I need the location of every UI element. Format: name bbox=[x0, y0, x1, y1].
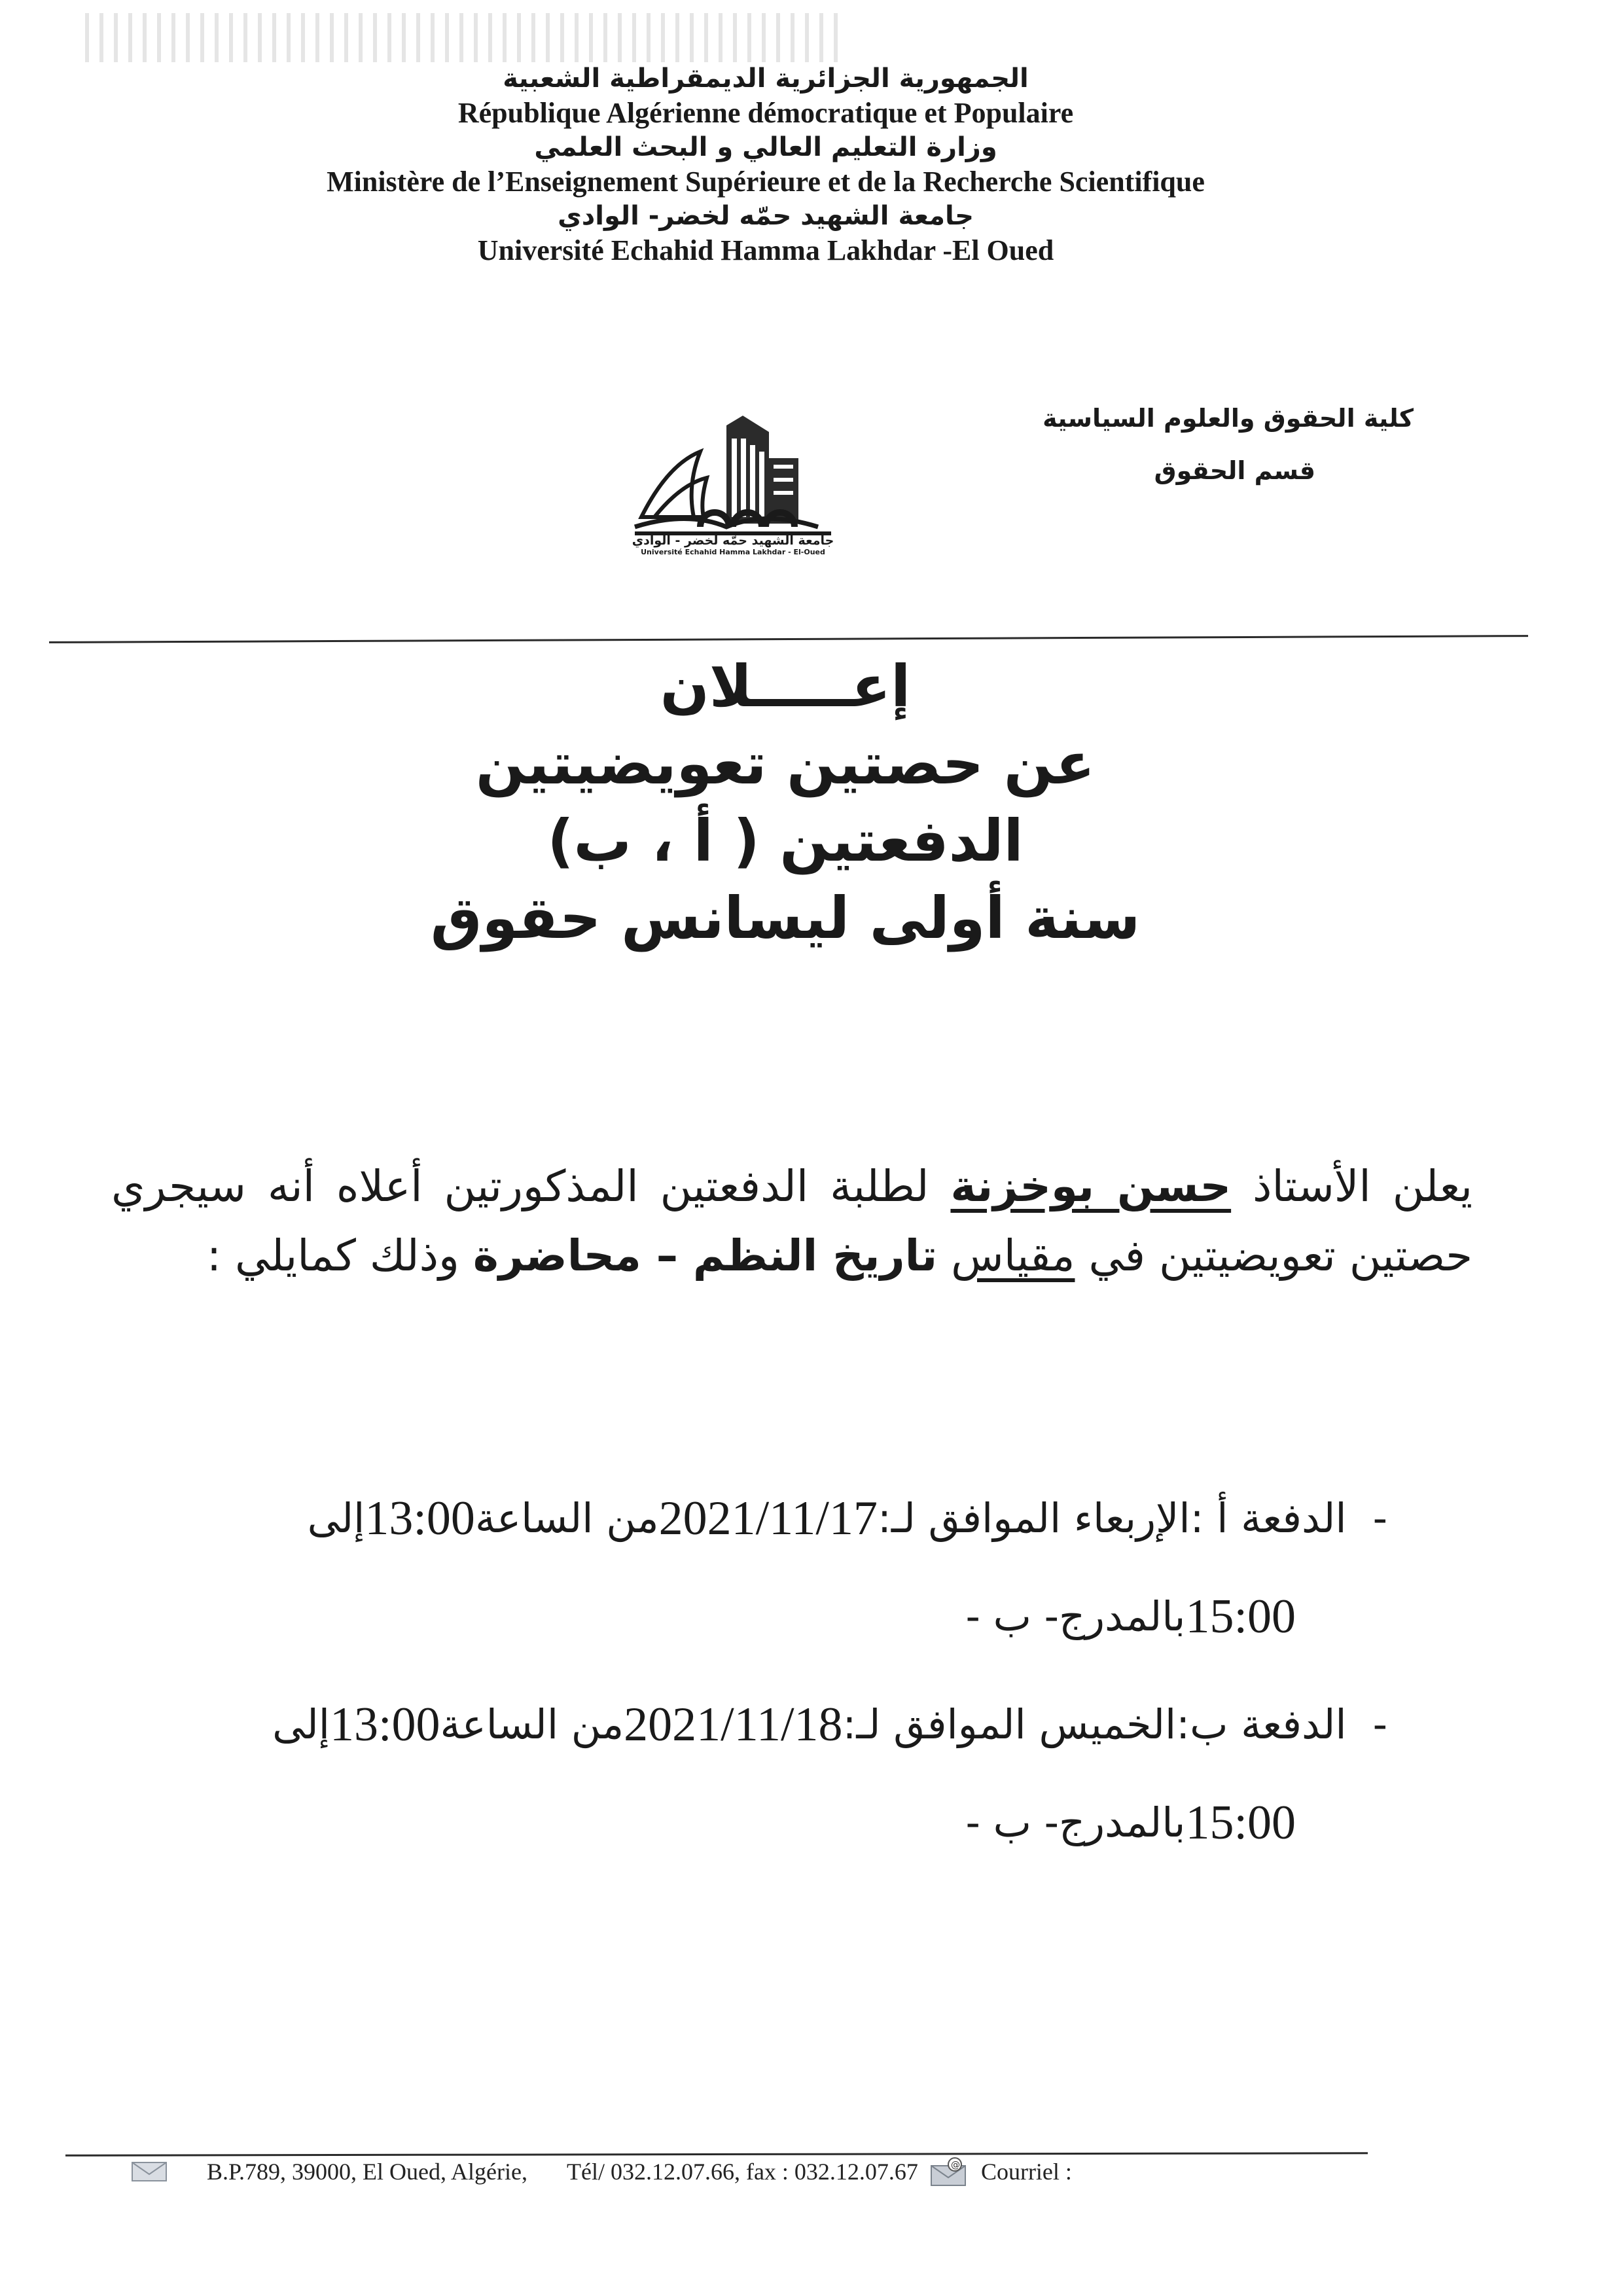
group-label: الدفعة أ : bbox=[1190, 1494, 1347, 1542]
republic-arabic: الجمهورية الجزائرية الديمقراطية الشعبية bbox=[503, 63, 1029, 94]
professor-name: حسن بوخزنة bbox=[950, 1161, 1232, 1211]
envelope-icon bbox=[131, 2160, 168, 2183]
republic-french: République Algérienne démocratique et Populaire bbox=[457, 97, 1074, 129]
footer bbox=[131, 2157, 1243, 2187]
postal-address: B.P.789, 39000, El Oued, Algérie, bbox=[207, 2159, 527, 2185]
announcement-titles bbox=[196, 648, 1374, 957]
to-label: إلى bbox=[307, 1494, 365, 1542]
ministry-french: Ministère de l’Enseignement Supérieure et de la Recherche Scientifique bbox=[327, 166, 1205, 198]
scan-artifact bbox=[85, 13, 838, 62]
faculty-block bbox=[955, 393, 1414, 497]
from-label: من الساعة bbox=[474, 1494, 659, 1542]
body-paragraph bbox=[111, 1152, 1472, 1290]
email-label: Courriel : bbox=[980, 2159, 1072, 2185]
schedule-item-a bbox=[111, 1469, 1387, 1666]
session-date: 2021/11/17 bbox=[658, 1492, 878, 1545]
svg-text:@: @ bbox=[950, 2160, 960, 2170]
letterhead bbox=[196, 62, 1335, 268]
group-label: الدفعة ب: bbox=[1176, 1700, 1347, 1748]
day-label: الخميس الموافق لـ: bbox=[842, 1700, 1177, 1748]
footer-divider bbox=[65, 2152, 1368, 2156]
email-icon bbox=[930, 2157, 969, 2187]
from-label: من الساعة bbox=[440, 1700, 624, 1748]
list-dash: - bbox=[1372, 1700, 1387, 1748]
to-label: إلى bbox=[272, 1700, 330, 1748]
announcement-body bbox=[111, 1152, 1472, 1290]
list-dash: - bbox=[1372, 1494, 1387, 1542]
subject-name: تاريخ النظم – محاضرة bbox=[473, 1230, 938, 1281]
header-divider bbox=[49, 635, 1528, 643]
logo-caption bbox=[628, 533, 838, 556]
body-start: يعلن الأستاذ bbox=[1231, 1161, 1472, 1211]
department-name: قسم الحقوق bbox=[1154, 456, 1315, 485]
announcement-subtitle: عن حصتين تعويضيتين bbox=[475, 729, 1096, 797]
end-time: 15:00 bbox=[1185, 1796, 1296, 1850]
phone-fax: Tél/ 032.12.07.66, fax : 032.12.07.67 bbox=[566, 2159, 918, 2185]
schedule-item-b bbox=[111, 1676, 1387, 1872]
logo-caption-french: Université Echahid Hamma Lakhdar - El-Oued bbox=[641, 548, 825, 556]
announcement-level: سنة أولى ليسانس حقوق bbox=[430, 884, 1141, 952]
start-time: 13:00 bbox=[329, 1698, 440, 1751]
announcement-groups: الدفعتين ( أ ، ب) bbox=[547, 806, 1024, 874]
announcement-title: إعـــــلان bbox=[660, 653, 911, 720]
logo-caption-arabic: جامعة الشهيد حمّه لخضر - الوادي bbox=[632, 533, 834, 548]
body-end: وذلك كمايلي : bbox=[206, 1230, 473, 1281]
ministry-arabic: وزارة التعليم العالي و البحث العلمي bbox=[534, 132, 997, 162]
subject-label: مقياس bbox=[951, 1230, 1075, 1281]
session-date: 2021/11/18 bbox=[624, 1698, 843, 1751]
faculty-name: كلية الحقوق والعلوم السياسية bbox=[1043, 404, 1414, 433]
end-time: 15:00 bbox=[1185, 1590, 1296, 1643]
venue: بالمدرج- ب - bbox=[965, 1592, 1186, 1640]
university-french: Université Echahid Hamma Lakhdar -El Oued bbox=[477, 234, 1054, 266]
day-label: الإربعاء الموافق لـ: bbox=[877, 1494, 1190, 1542]
start-time: 13:00 bbox=[365, 1492, 475, 1545]
body-middle: لطلبة الدفعتين المذكورتين أعلاه أنه سيجري حصتين تعويضيتين في bbox=[111, 1161, 1472, 1281]
venue: بالمدرج- ب - bbox=[965, 1799, 1186, 1846]
university-arabic: جامعة الشهيد حمّه لخضر- الوادي bbox=[558, 201, 974, 231]
